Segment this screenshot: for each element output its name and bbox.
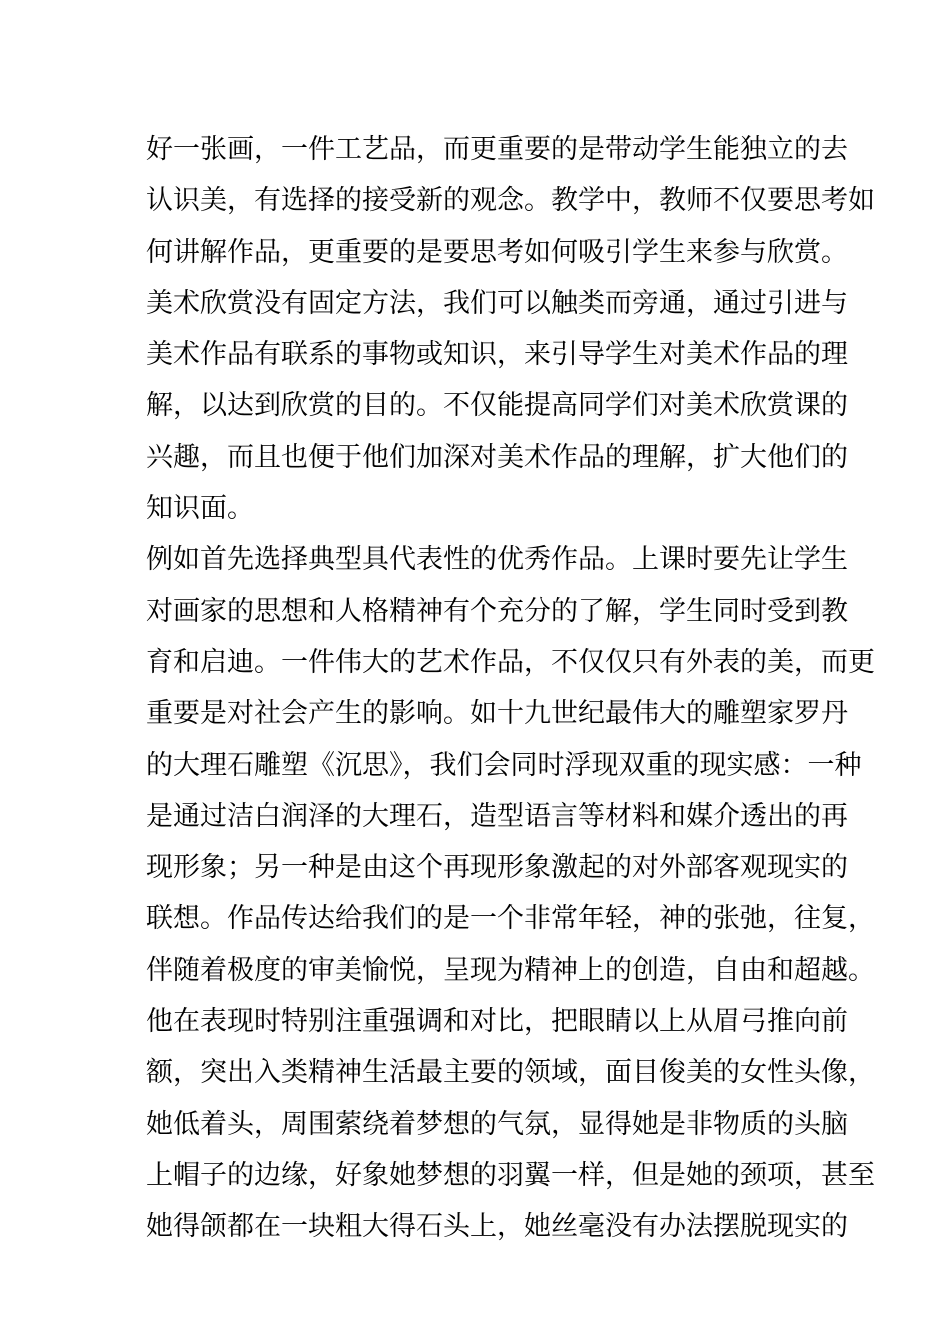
text-line: 重要是对社会产生的影响。如十九世纪最伟大的雕塑家罗丹 [146, 698, 848, 730]
text-line: 兴趣，而且也便于他们加深对美术作品的理解，扩大他们的 [146, 441, 848, 473]
text-line: 解，以达到欣赏的目的。不仅能提高同学们对美术欣赏课的 [146, 390, 848, 422]
body-text [146, 124, 875, 1253]
text-line: 何讲解作品，更重要的是要思考如何吸引学生来参与欣赏。 [146, 236, 848, 268]
text-line: 例如首先选择典型具代表性的优秀作品。上课时要先让学生 [146, 544, 848, 576]
text-line: 她得颌都在一块粗大得石头上，她丝毫没有办法摆脱现实的 [146, 1211, 848, 1243]
text-line: 上帽子的边缘，好象她梦想的羽翼一样，但是她的颈项，甚至 [146, 1159, 875, 1191]
text-line: 联想。作品传达给我们的是一个非常年轻，神的张弛，往复， [146, 903, 875, 935]
text-line: 现形象；另一种是由这个再现形象激起的对外部客观现实的 [146, 852, 848, 884]
text-line: 他在表现时特别注重强调和对比，把眼睛以上从眉弓推向前 [146, 1006, 848, 1038]
text-line: 她低着头，周围萦绕着梦想的气氛，显得她是非物质的头脑 [146, 1108, 848, 1140]
text-line: 的大理石雕塑《沉思》，我们会同时浮现双重的现实感：一种 [146, 749, 862, 781]
text-line: 对画家的思想和人格精神有个充分的了解，学生同时受到教 [146, 595, 848, 627]
text-line: 知识面。 [146, 493, 254, 525]
text-line: 额，突出入类精神生活最主要的领域，面目俊美的女性头像， [146, 1057, 875, 1089]
text-line: 美术作品有联系的事物或知识，来引导学生对美术作品的理 [146, 339, 848, 371]
text-line: 认识美，有选择的接受新的观念。教学中，教师不仅要思考如 [146, 185, 875, 217]
text-line: 美术欣赏没有固定方法，我们可以触类而旁通，通过引进与 [146, 287, 848, 319]
text-line: 是通过洁白润泽的大理石，造型语言等材料和媒介透出的再 [146, 800, 848, 832]
text-line: 伴随着极度的审美愉悦，呈现为精神上的创造，自由和超越。 [146, 954, 875, 986]
text-line: 好一张画，一件工艺品，而更重要的是带动学生能独立的去 [146, 134, 848, 165]
text-line: 育和启迪。一件伟大的艺术作品，不仅仅只有外表的美，而更 [146, 646, 875, 678]
